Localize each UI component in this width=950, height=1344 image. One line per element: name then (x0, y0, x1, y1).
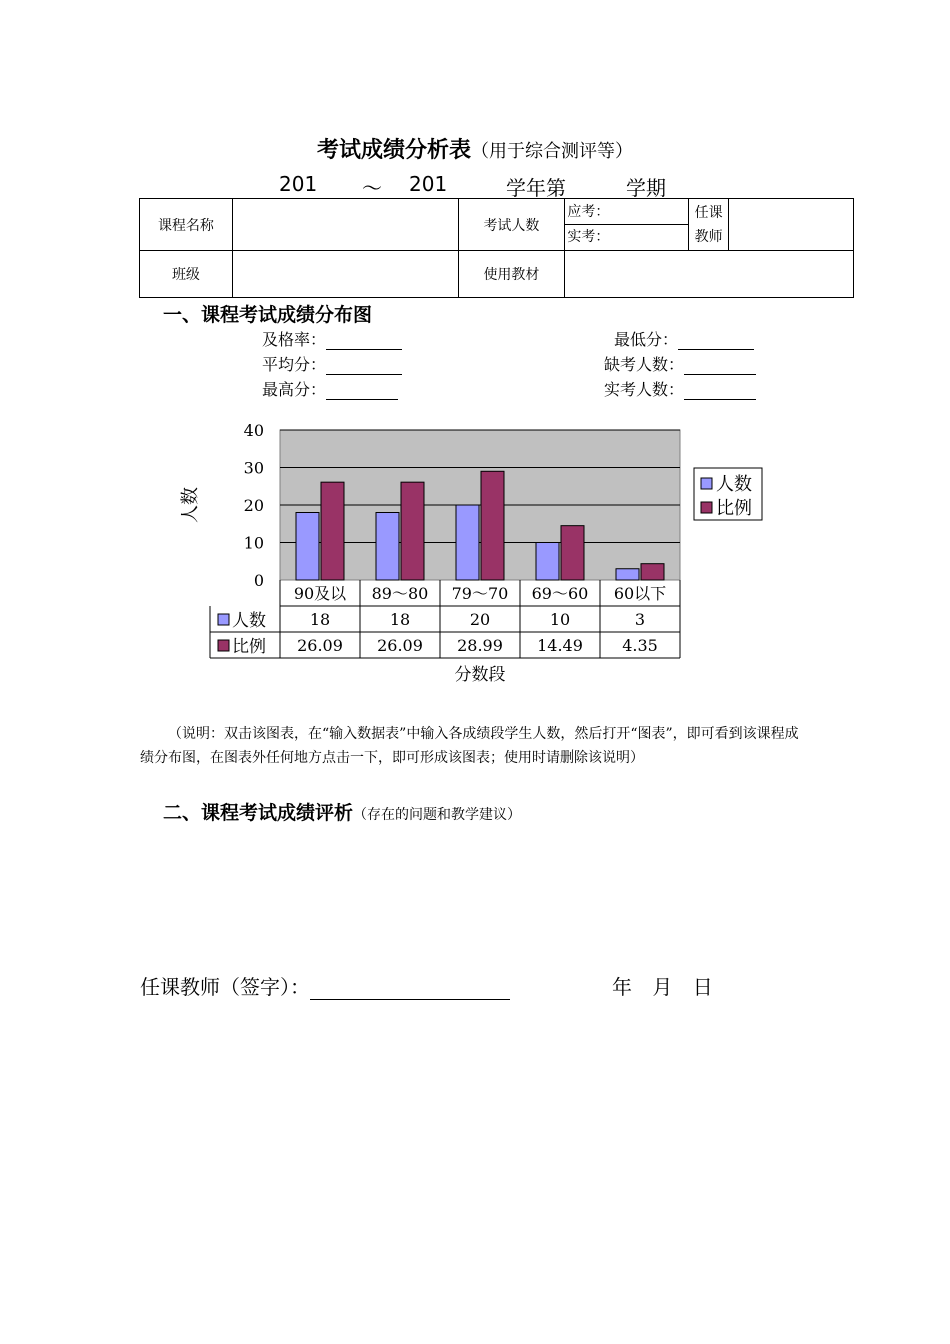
lowest-row (614, 327, 754, 350)
highest-row (262, 377, 398, 400)
data-label: 18 (309, 610, 331, 629)
title-subtitle: （用于综合测评等） (471, 141, 633, 162)
actual-attend-label: 实考： (567, 229, 610, 245)
textbook-value[interactable] (565, 251, 854, 298)
data-label: 26.09 (377, 636, 423, 655)
highest-label: 最高分： (262, 380, 327, 399)
exam-count-cell (565, 199, 689, 251)
absent-row (604, 352, 756, 375)
bar-ratio (321, 482, 344, 580)
bar-count (456, 505, 479, 580)
data-label: 3 (634, 610, 646, 629)
y-axis-title: 人数 (180, 487, 201, 523)
y-tick-label: 0 (253, 571, 264, 590)
actual-count-label: 实考人数： (604, 380, 685, 399)
bar-count (616, 569, 639, 580)
teacher-label-line2: 教师 (694, 228, 723, 245)
section2-heading (163, 798, 521, 825)
class-label: 班级 (140, 251, 233, 298)
year-tilde: ～ (362, 176, 382, 200)
data-label: 10 (549, 610, 571, 629)
textbook-label: 使用教材 (458, 251, 565, 298)
grade-distribution-chart[interactable] (170, 415, 770, 690)
school-year-label: 学年第 (506, 176, 566, 200)
data-label: 14.49 (537, 636, 583, 655)
section2-title: 二、课程考试成绩评析 (163, 802, 354, 824)
class-value[interactable] (232, 251, 458, 298)
table-series-name: 人数 (232, 611, 266, 631)
teacher-value[interactable] (729, 199, 854, 251)
year-end: 201 (409, 172, 448, 196)
legend-label: 人数 (716, 474, 752, 495)
data-label: 28.99 (457, 636, 503, 655)
x-axis-title: 分数段 (454, 665, 506, 685)
y-tick-label: 30 (243, 458, 264, 478)
category-label: 60以下 (613, 584, 667, 603)
bar-count (376, 513, 399, 581)
lowest-blank[interactable] (678, 335, 754, 350)
data-label: 4.35 (622, 636, 658, 655)
date-year: 年 (612, 975, 632, 999)
semester-label: 学期 (626, 176, 666, 200)
bar-ratio (401, 482, 424, 580)
title-main: 考试成绩分析表 (316, 137, 471, 163)
legend-swatch (701, 502, 712, 513)
average-blank[interactable] (326, 360, 402, 375)
usage-note: （说明：双击该图表，在“输入数据表”中输入各成绩段学生人数，然后打开“图表”，即可看到该课程成绩分布图，在图表外任何地方点击一下，即可形成该图表；使用时请删除该说明） (140, 726, 799, 766)
signature-label: 任课教师（签字）： (140, 975, 310, 999)
date-day: 日 (692, 975, 713, 999)
category-label: 90及以 (293, 584, 347, 603)
teacher-label (689, 199, 729, 251)
page-title (0, 133, 950, 164)
date-month: 月 (652, 975, 673, 999)
data-label: 20 (469, 610, 491, 629)
year-start: 201 (279, 172, 318, 196)
signature-line[interactable] (310, 977, 510, 1000)
data-label: 26.09 (297, 636, 343, 655)
course-name-value[interactable] (232, 199, 458, 251)
legend-swatch (701, 478, 712, 489)
course-name-label: 课程名称 (140, 199, 233, 251)
pass-rate-label: 及格率： (262, 330, 327, 349)
lowest-label: 最低分： (614, 330, 679, 349)
y-tick-label: 20 (243, 496, 264, 515)
actual-count-row (604, 377, 756, 400)
category-label: 89～80 (371, 584, 429, 603)
bar-count (536, 543, 559, 581)
section1-heading: 一、课程考试成绩分布图 (163, 304, 373, 326)
average-row (262, 352, 402, 375)
signature-row (140, 971, 510, 1000)
should-attend-label: 应考： (565, 200, 688, 225)
section2-note: （存在的问题和教学建议） (353, 807, 522, 823)
bar-ratio (561, 526, 584, 580)
date-row (612, 971, 713, 1000)
pass-rate-blank[interactable] (326, 335, 402, 350)
bar-ratio (481, 471, 504, 580)
teacher-label-line1: 任课 (694, 204, 723, 221)
highest-blank[interactable] (326, 385, 398, 400)
y-tick-label: 40 (243, 421, 264, 440)
bar-count (296, 513, 319, 581)
bar-ratio (641, 564, 664, 580)
absent-blank[interactable] (684, 360, 756, 375)
y-tick-label: 10 (243, 533, 264, 553)
course-info-table (139, 198, 854, 298)
table-series-name: 比例 (232, 637, 266, 657)
exam-count-label: 考试人数 (458, 199, 565, 251)
category-label: 69～60 (531, 584, 589, 603)
pass-rate-row (262, 327, 402, 350)
data-label: 18 (389, 610, 411, 629)
legend-label: 比例 (716, 498, 752, 519)
average-label: 平均分： (262, 355, 327, 374)
absent-label: 缺考人数： (604, 355, 685, 374)
table-legend-swatch (218, 640, 229, 651)
category-label: 79～70 (451, 584, 509, 603)
actual-count-blank[interactable] (684, 385, 756, 400)
table-legend-swatch (218, 614, 229, 625)
